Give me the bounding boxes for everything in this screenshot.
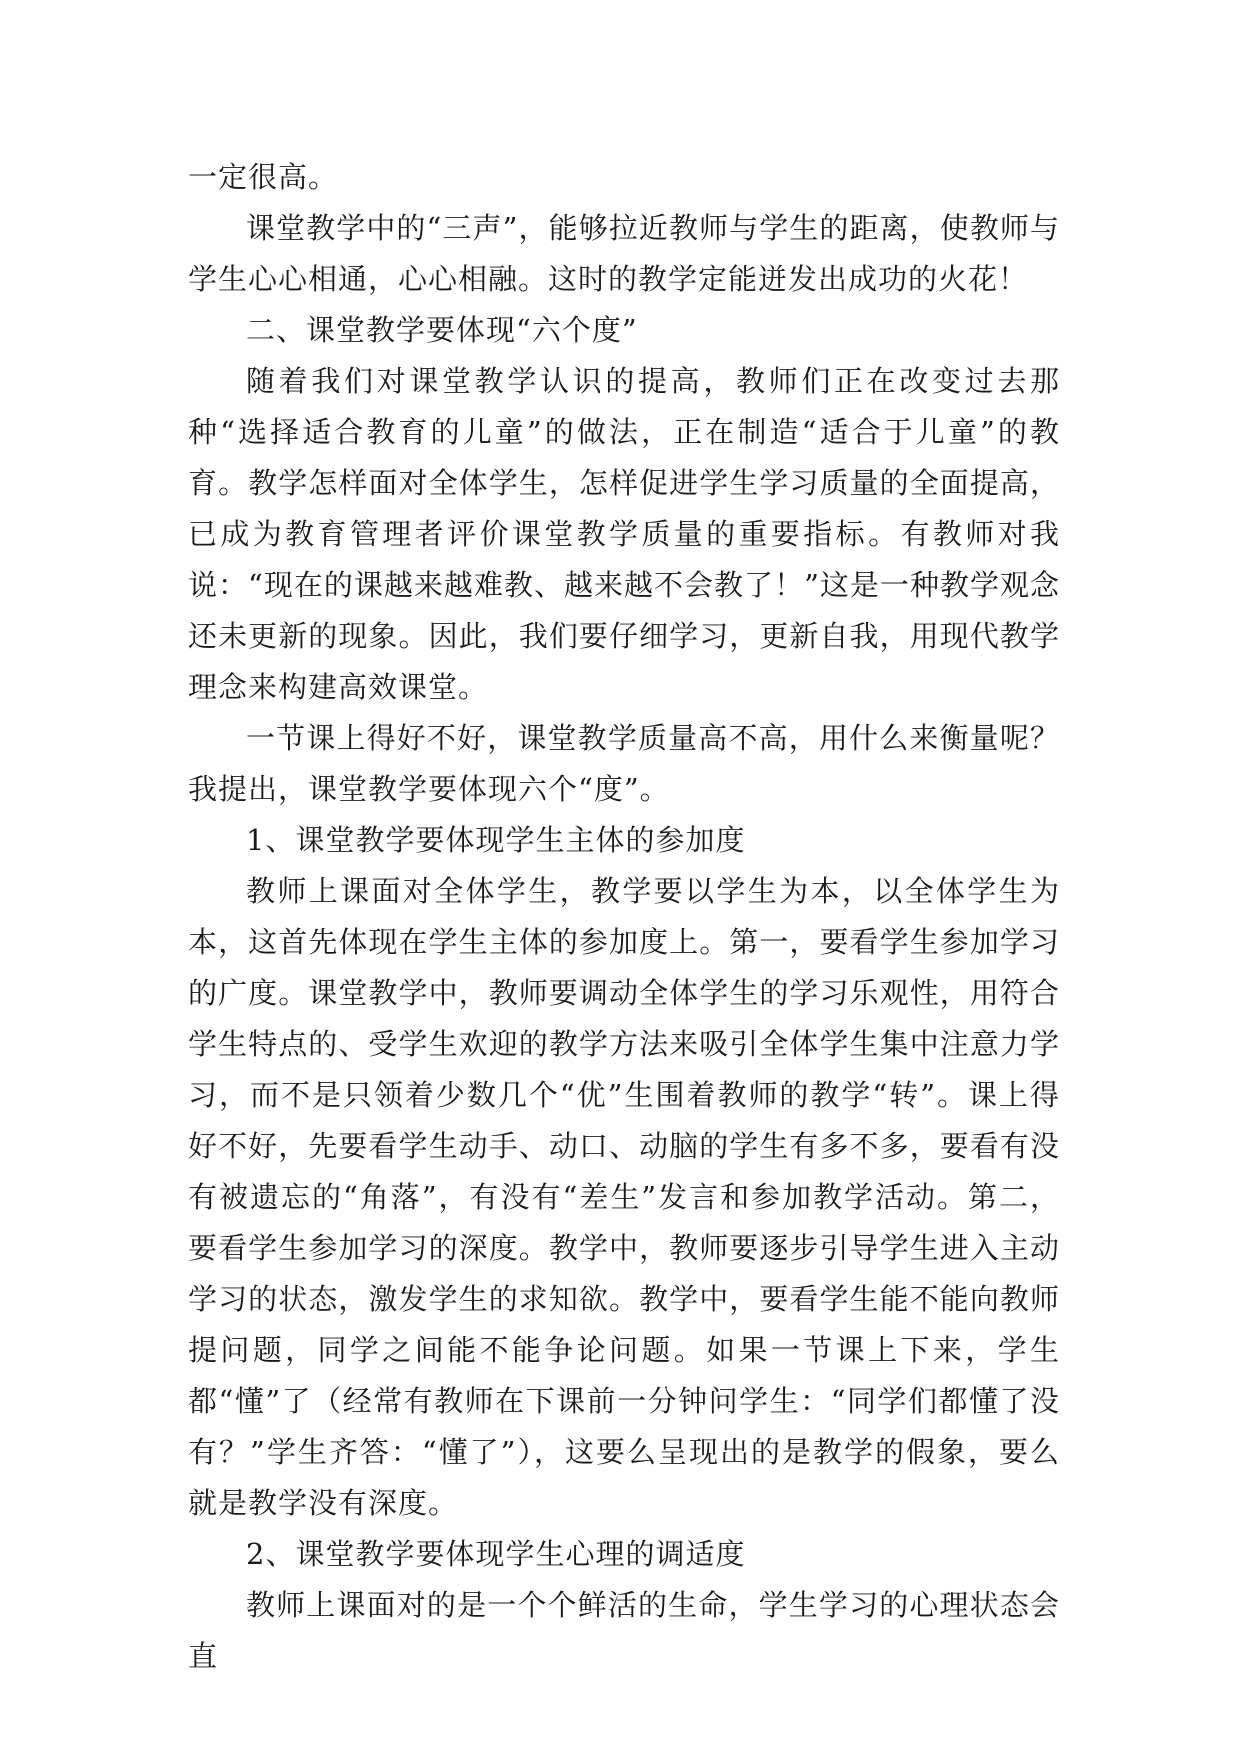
paragraph-measure-question: 一节课上得好不好，课堂教学质量高不高，用什么来衡量呢？我提出，课堂教学要体现六个“度”。	[188, 721, 1060, 806]
subheading-participation: 1、课堂教学要体现学生主体的参加度	[246, 823, 746, 857]
paragraph-continuation: 一定很高。	[188, 160, 339, 194]
paragraph-three-voices: 课堂教学中的“三声”，能够拉近教师与学生的距离，使教师与学生心心相通，心心相融。这时的教学定能迸发出成功的火花！	[188, 211, 1060, 296]
paragraph-participation: 教师上课面对全体学生，教学要以学生为本，以全体学生为本，这首先体现在学生主体的参加度上。第一，要看学生参加学习的广度。课堂教学中，教师要调动全体学生的学习乐观性，用符合学生特点的、受学生欢迎的教学方法来吸引全体学生集中注意力学习，而不是只领着少数几个“优”生围着教师的教学“转”。课上得好不好，先要看学生动手、动口、动脑的学生有多不多，要看有没有被遗忘的“角落”，有没有“差生”发言和参加教学活动。第二，要看学生参加学习的深度。教学中，教师要逐步引导学生进入主动学习的状态，激发学生的求知欲。教学中，要看学生能不能向教师提问题，同学之间能不能争论问题。如果一节课上下来，学生都“懂”了（经常有教师在下课前一分钟问学生：“同学们都懂了没有？”学生齐答：“懂了”），这要么呈现出的是教学的假象，要么就是教学没有深度。	[188, 874, 1060, 1520]
section-heading-six-degrees: 二、课堂教学要体现“六个度”	[246, 313, 638, 347]
paragraph-psychology: 教师上课面对的是一个个鲜活的生命，学生学习的心理状态会直	[188, 1588, 1060, 1673]
subheading-psychology: 2、课堂教学要体现学生心理的调适度	[246, 1537, 746, 1571]
paragraph-teaching-awareness: 随着我们对课堂教学认识的提高，教师们正在改变过去那种“选择适合教育的儿童”的做法，正在制造“适合于儿童”的教育。教学怎样面对全体学生，怎样促进学生学习质量的全面提高，已成为教育管理者评价课堂教学质量的重要指标。有教师对我说：“现在的课越来越难教、越来越不会教了！”这是一种教学观念还未更新的现象。因此，我们要仔细学习，更新自我，用现代教学理念来构建高效课堂。	[188, 364, 1060, 704]
document-body	[188, 152, 1060, 1682]
